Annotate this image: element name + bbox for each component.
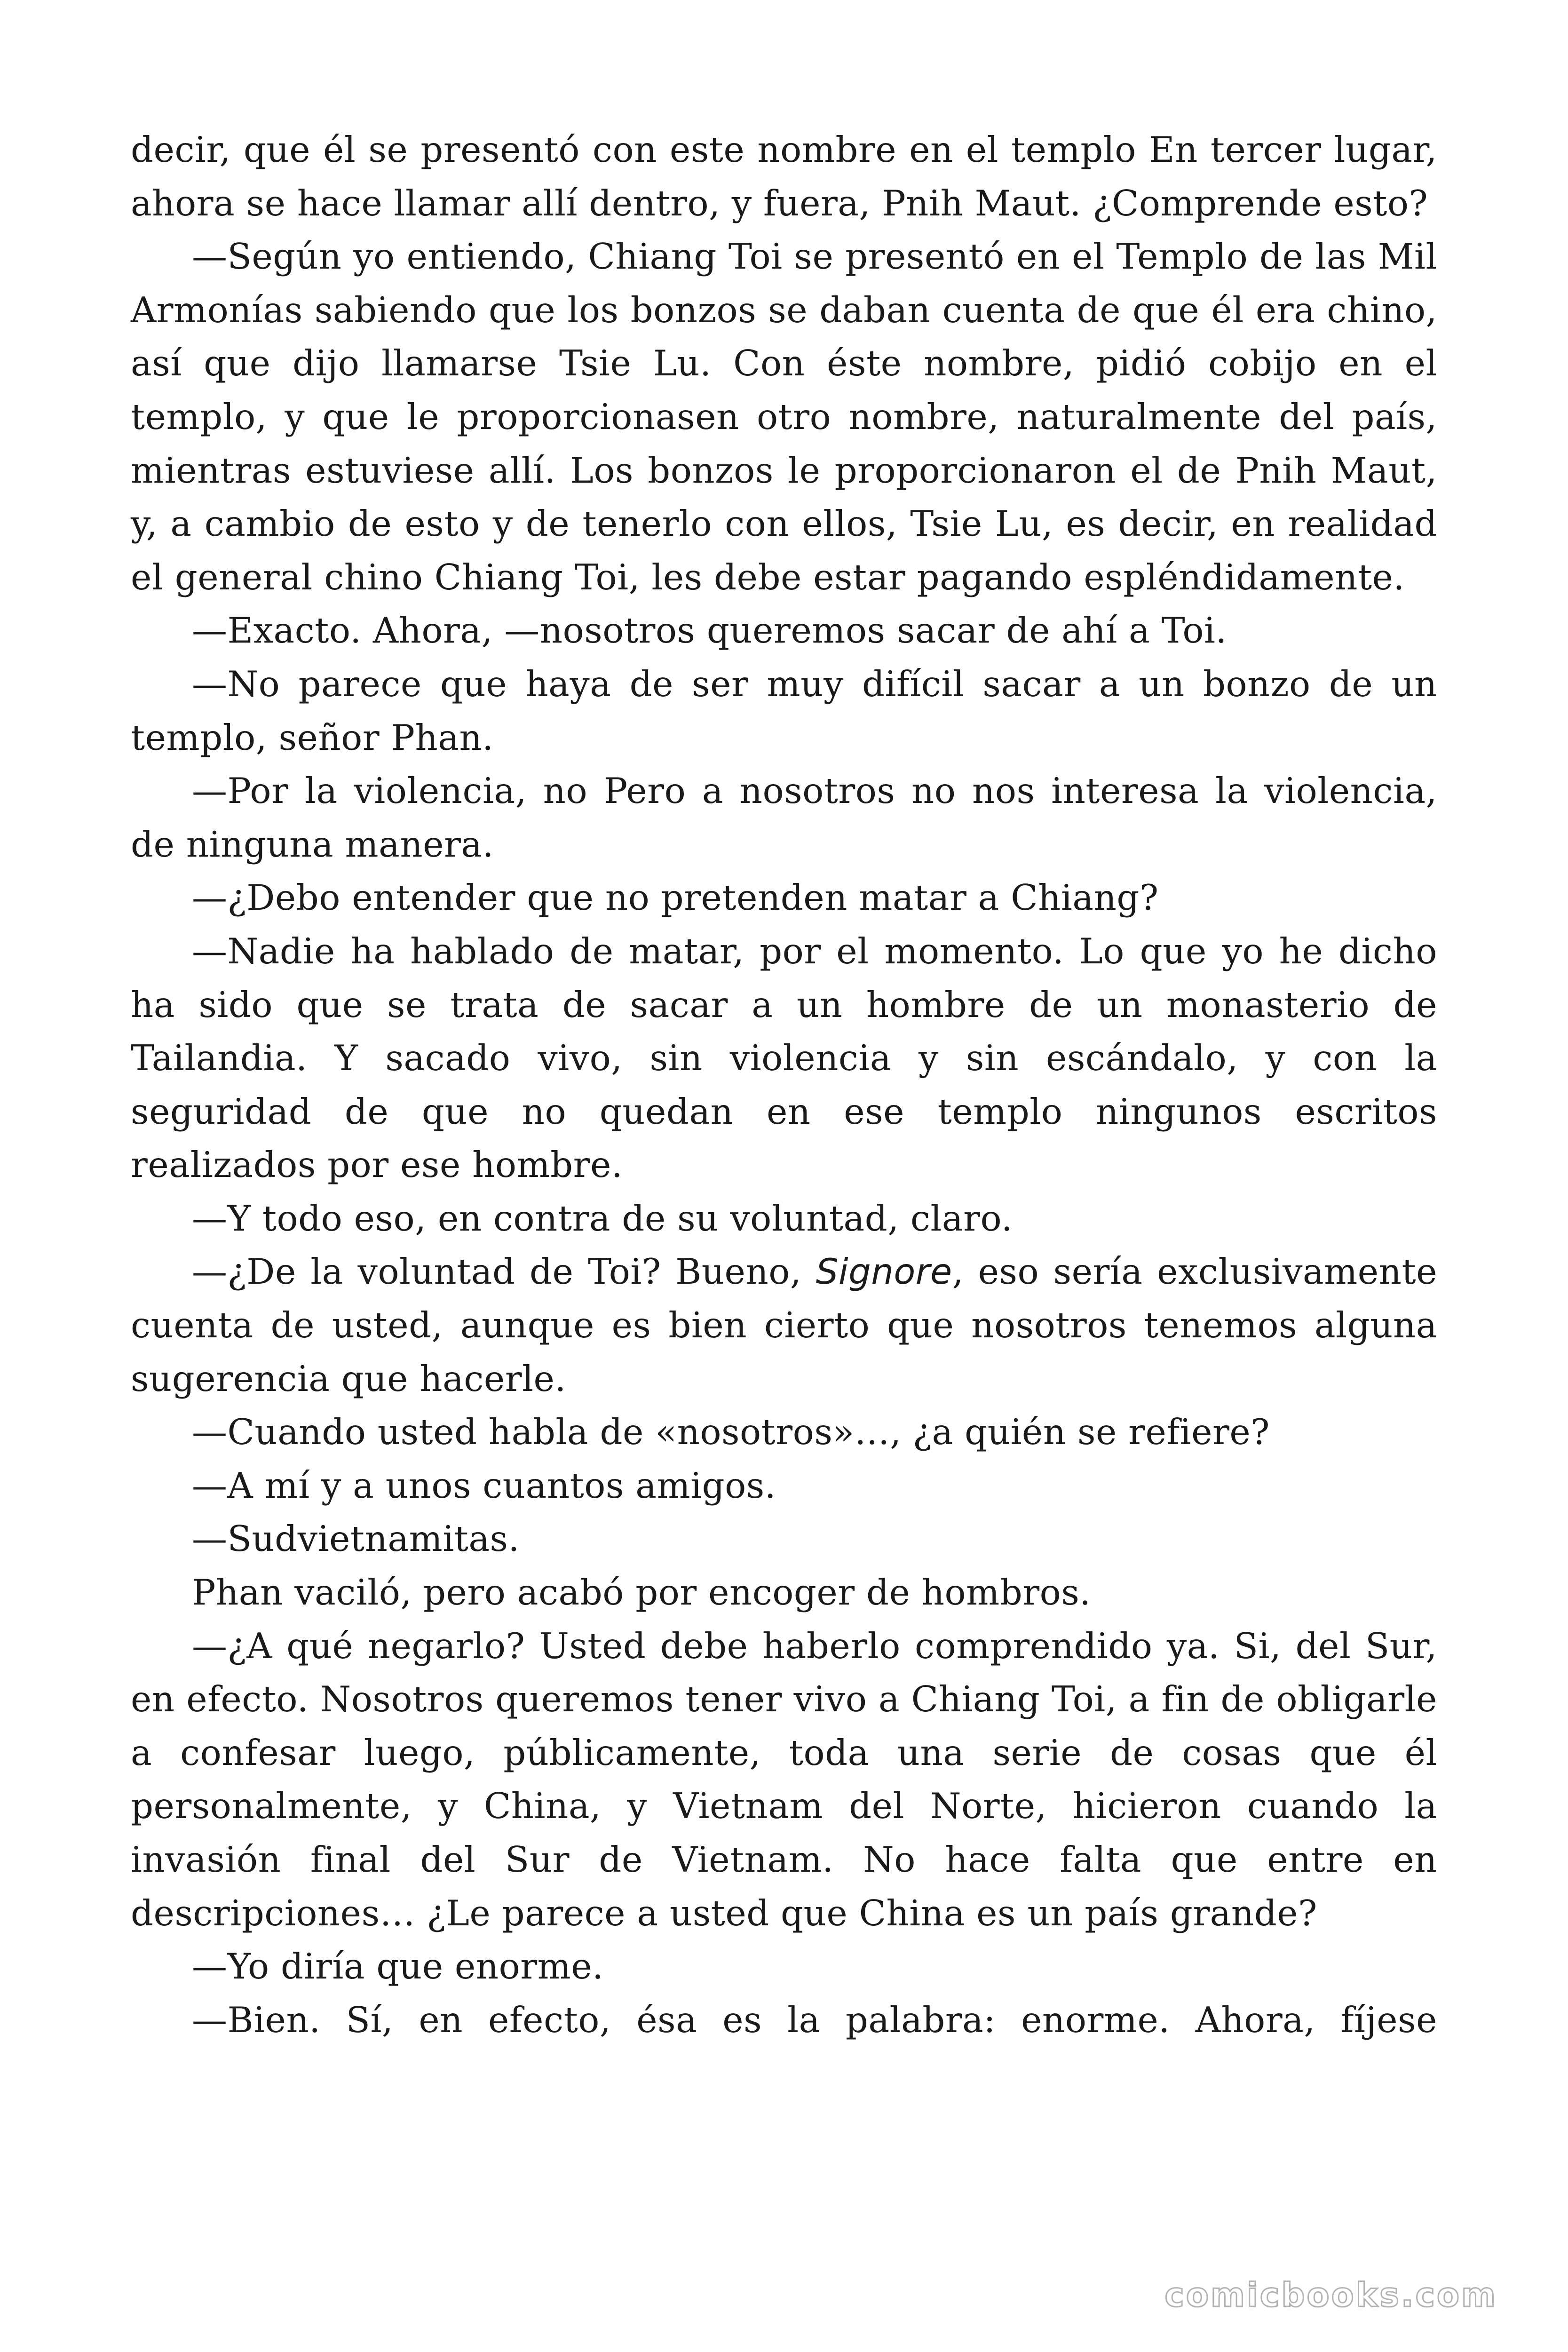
paragraph: —Bien. Sí, en efecto, ésa es la palabra: enorme. Ahora, fíjese — [192, 1999, 1437, 2041]
paragraph: —Según yo entiendo, Chiang Toi se presentó en el Templo de las Mil Armonías sabiendo que los bonzos se daban cuenta de que él era chino, así que dijo llamarse Tsie Lu. Con éste nombre, pidió cobijo en el templo, y que le proporcionasen otro nombre, naturalmente del país, mientras estuviese allí. Los bonzos le proporcionaron el de Pnih Maut, y, a cambio de esto y de tenerlo con ellos, Tsie Lu, es decir, en realidad el general chino Chiang Toi, les debe estar pagando espléndidamente. — [131, 236, 1437, 598]
paragraph-text-before: —¿De la voluntad de Toi? Bueno, — [192, 1251, 816, 1293]
paragraph: —¿A qué negarlo? Usted debe haberlo comprendido ya. Si, del Sur, en efecto. Nosotros queremos tener vivo a Chiang Toi, a fin de obligarle a confesar luego, públicamente, toda una serie de cosas que él personalmente, y China, y Vietnam del Norte, hicieron cuando la invasión final del Sur de Vietnam. No hace falta que entre en descripciones… ¿Le parece a usted que China es un país grande? — [131, 1625, 1437, 1934]
paragraph: —Y todo eso, en contra de su voluntad, claro. — [192, 1197, 1013, 1239]
watermark-text: comicbooks.com — [1164, 2276, 1497, 2314]
paragraph: —A mí y a unos cuantos amigos. — [192, 1464, 776, 1506]
paragraph: Phan vaciló, pero acabó por encoger de hombros. — [192, 1572, 1091, 1613]
paragraph: decir, que él se presentó con este nombre en el templo En tercer lugar, ahora se hace llamar allí dentro, y fuera, Pnih Maut. ¿Comprende esto? — [131, 129, 1437, 224]
paragraph: —Yo diría que enorme. — [192, 1946, 604, 1987]
paragraph: —Exacto. Ahora, —nosotros queremos sacar de ahí a Toi. — [192, 610, 1227, 652]
paragraph: —No parece que haya de ser muy difícil sacar a un bonzo de un templo, señor Phan. — [131, 663, 1437, 758]
paragraph: —Nadie ha hablado de matar, por el momento. Lo que yo he dicho ha sido que se trata de sacar a un hombre de un monasterio de Tailandia. Y sacado vivo, sin violencia y sin escándalo, y con la seguridad de que no quedan en ese templo ningunos escritos realizados por ese hombre. — [131, 930, 1437, 1186]
paragraph: —Cuando usted habla de «nosotros»…, ¿a quién se refiere? — [192, 1411, 1270, 1453]
paragraph-text-after: , eso sería exclusivamente cuenta de usted, aunque es bien cierto que nosotros tenemos alguna sugerencia que hacerle. — [131, 1251, 1438, 1399]
book-page-text — [131, 123, 1437, 2047]
paragraph: —¿Debo entender que no pretenden matar a Chiang? — [192, 877, 1159, 919]
paragraph: —Por la violencia, no Pero a nosotros no nos interesa la violencia, de ninguna manera. — [131, 770, 1437, 865]
paragraph: —Sudvietnamitas. — [192, 1518, 520, 1560]
paragraph-with-italic — [131, 1245, 1437, 1406]
italic-word: Signore — [816, 1251, 952, 1293]
